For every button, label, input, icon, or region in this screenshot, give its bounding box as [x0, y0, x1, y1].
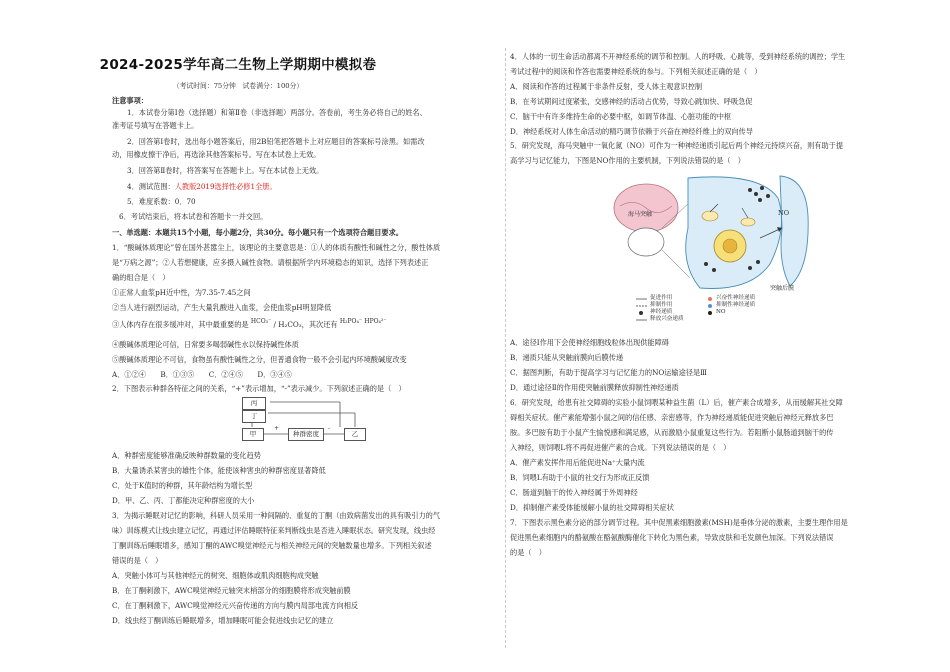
- notes-heading: 注意事项：: [112, 96, 148, 105]
- note-line: 1．本试卷分第Ⅰ卷（选择题）和第Ⅱ卷（非选择题）两部分。答卷前，考生务必将自己的姓名、: [127, 108, 427, 117]
- q5-line: 高学习与记忆能力，下图是NO作用的主要机制，下列说法错误的是（ ）: [510, 156, 745, 165]
- legend-item: 兴奋性神经递质: [716, 295, 756, 301]
- q7-line: 的是（ ）: [510, 548, 546, 557]
- note-line: 动，用橡皮擦干净后，再选涂其他答案标号。写在本试卷上无效。: [112, 150, 321, 159]
- q4-line: 考试过程中的阅读和作答也需要神经系统的参与。下列相关叙述正确的是（ ）: [510, 67, 762, 76]
- note-line: 2．回答第Ⅰ卷时，选出每小题答案后，用2B铅笔把答题卡上对应题目的答案标号涂黑。如需改: [127, 137, 425, 146]
- q6-line: 碍相关症状。催产素能增强小鼠之间的信任感、亲密感等，作为神经递质能促进突触后神经元释放多巴: [510, 413, 834, 422]
- figure-legend: [636, 295, 776, 331]
- label-hippocampus: 海马突触: [628, 211, 653, 218]
- note-line: 3．回答第Ⅱ卷时，将答案写在答题卡上。写在本试卷上无效。: [127, 166, 324, 175]
- q6-option: A．催产素发挥作用后能促进Na⁺大量内流: [510, 458, 645, 467]
- formula-h2co3: / H₂CO₃，其次还有: [273, 320, 338, 329]
- box-ding: 丁: [242, 410, 266, 423]
- legend-item: 抑制作用: [650, 302, 673, 308]
- q1-line: ①正常人血浆pH近中性，为7.35-7.45之间: [112, 288, 251, 297]
- q7-line: 7．下图表示黑色素分泌的部分调节过程。其中促黑素细胞激素(MSH)是垂体分泌的激素，主要生理作用是: [510, 518, 848, 527]
- box-yi: 乙: [344, 428, 366, 441]
- q1-line: ②当人进行剧烈运动，产生大量乳酸进入血浆，会使血浆pH明显降低: [112, 303, 332, 312]
- q1-line: ⑤酸碱体质理论不可信，食物虽有酸性碱性之分，但普通食物一般不会引起内环境酸碱度改变: [112, 355, 407, 364]
- formula-hpo4: HPO₄²⁻: [364, 318, 387, 325]
- q1-line: 1．“酸碱体质理论”曾在国外甚嚣尘上，该理论的主要意思是：①人的体质有酸性和碱性之分，酸性体质: [112, 243, 441, 252]
- column-divider: [505, 48, 506, 648]
- q4-option: D．神经系统对人体生命活动的精巧调节依赖于兴奋在神经纤维上的双向传导: [510, 127, 753, 136]
- q5-line: 5．研究发现，海马突触中一氧化氮（NO）可作为一种神经递质引起后两个神经元持续兴奋，则有助于提: [510, 141, 844, 150]
- q2-option: A．种群密度能够准确反映种群数量的变化趋势: [112, 451, 261, 460]
- q1-line: 是“万病之源”；②人若想健康，应多摄入碱性食物。请根据所学内环境稳态的知识，选择下列表述正: [112, 258, 429, 267]
- legend-item: NO: [716, 309, 726, 315]
- q5-option: A．途径Ⅰ作用下会使神经细胞线粒体出现供能障碍: [510, 338, 669, 347]
- formula-h2po4: H₂PO₄⁻: [339, 318, 363, 325]
- legend-symbols: [636, 295, 776, 325]
- q2-option: D．甲、乙、丙、丁都能决定种群密度的大小: [112, 496, 255, 505]
- plus-sign: +: [274, 425, 280, 432]
- note-line: 5．难度系数：0．70: [127, 197, 196, 206]
- note-line-scope: [127, 182, 277, 192]
- q2-option: C．处于K值时的种群，其年龄结构为增长型: [112, 481, 253, 490]
- q1-line-text: ③人体内存在很多缓冲对，其中最重要的是: [112, 320, 249, 329]
- q4-option: C．脑干中有许多维持生命的必要中枢，如调节体温、心脏功能的中枢: [510, 112, 732, 121]
- q3-line: 味）训练模式让线虫建立记忆，再通过评估睡眠特征来判断线虫是否进入睡眠状态。研究发现，线虫经: [112, 526, 436, 535]
- minus-sign: -: [328, 425, 331, 432]
- note-scope-red: 人教版2019选择性必修1全册。: [174, 182, 277, 191]
- exam-title: 2024-2025学年高二生物上学期期中模拟卷: [99, 57, 377, 73]
- q2-option: B．大量诱杀某害虫的雄性个体，能使该种害虫的种群密度显著降低: [112, 466, 326, 475]
- q6-option: C．肠道到脑干的传入神经属于外周神经: [510, 488, 638, 497]
- q2-line: 2．下图表示种群各特征之间的关系，“+”表示增加，“-”表示减少。下列叙述正确的是（ ）: [112, 384, 406, 393]
- note-scope-prefix: 4．测试范围：: [127, 182, 175, 191]
- note-line: 准考证号填写在答题卡上。: [112, 121, 199, 130]
- box-density: 种群密度: [288, 428, 324, 441]
- q3-line: 错误的是（ ）: [112, 556, 163, 565]
- q3-line: 3．为揭示睡眠对记忆的影响，科研人员采用一种间隔的、重复的丁酮（由致病菌发出的具有吸引力的气: [112, 511, 441, 520]
- q3-option: D．线虫经丁酮训练后睡眠增多，增加睡眠可能会促进线虫记忆的建立: [112, 616, 334, 625]
- label-postsynaptic: 突触后膜: [770, 285, 795, 292]
- q3-line: 丁酮训练后睡眠增多，感知丁酮的AWC嗅觉神经元与相关神经元间的突触数量也增多。下列相关叙述: [112, 541, 432, 550]
- q6-line: 6．研究发现，给患有社交障碍的实验小鼠饲喂某种益生菌（L）后，催产素合成增多，从而缓解其社交障: [510, 398, 843, 407]
- q6-option: D．抑制催产素受体能缓解小鼠的社交障碍相关症状: [510, 503, 674, 512]
- q5-option: D．通过途径Ⅱ的作用使突触前膜释放抑制性神经递质: [510, 383, 679, 392]
- q1-line: [112, 320, 387, 331]
- legend-item: 释放兴奋递质: [650, 316, 684, 322]
- section-heading: 一、单选题：本题共15个小题，每小题2分，共30分。每小题只有一个选项符合题目要求。: [112, 228, 403, 237]
- box-jia: 甲: [242, 428, 264, 441]
- label-no: NO: [778, 209, 790, 217]
- q7-line: 促进黑色素细胞内的酪氨酸在酪氨酸酶催化下转化为黑色素，导致皮肤和毛发颜色加深。下列说法错误: [510, 533, 834, 542]
- q6-line: 入神经，则饲喂L将不再促进催产素的合成。下列说法错误的是（ ）: [510, 443, 731, 452]
- q5-option: B．递质只能从突触前膜向后膜传递: [510, 353, 624, 362]
- legend-item: 促进作用: [650, 295, 673, 301]
- box-bing: 丙: [242, 397, 266, 410]
- q4-option: A．阅读和作答的过程属于非条件反射，受人体主观意识控制: [510, 82, 703, 91]
- q1-options: A．①②④ B．①③⑤ C．②④⑤ D．③④⑤: [112, 370, 292, 379]
- q5-option: C．据图判断，有助于提高学习与记忆能力的NO运输途径是Ⅲ: [510, 368, 708, 377]
- q4-option: B．在考试期间过度紧张，交感神经的活动占优势，导致心跳加快、呼吸急促: [510, 97, 753, 106]
- q3-option: C．在丁酮刺激下，AWC嗅觉神经元兴奋传递的方向与膜内局部电流方向相反: [112, 601, 359, 610]
- q1-line: 确的组合是（ ）: [112, 273, 170, 282]
- q6-option: B．饲喂L有助于小鼠的社交行为形成正反馈: [510, 473, 650, 482]
- q3-option: A．突触小体可与其他神经元的树突、细胞体或肌肉细胞构成突触: [112, 571, 319, 580]
- no-mechanism-figure: [610, 168, 812, 308]
- legend-item: 抑制性神经递质: [716, 302, 756, 308]
- q1-line: ④酸碱体质理论可信，日常要多喝弱碱性水以保持碱性体质: [112, 340, 299, 349]
- exam-subtitle: （考试时间：75分钟 试卷满分：100分）: [172, 82, 304, 90]
- q4-line: 4．人体的一切生命活动都离不开神经系统的调节和控制。人的呼吸、心跳等，受到神经系统的调控；学生: [510, 52, 846, 61]
- note-line: 6．考试结束后，将本试卷和答题卡一并交回。: [119, 212, 268, 221]
- q3-option: B．在丁酮刺激下，AWC嗅觉神经元轴突末梢部分的细胞膜将形成突触前膜: [112, 586, 351, 595]
- population-diagram: [240, 397, 370, 443]
- legend-item: 神经递质: [650, 309, 673, 315]
- q6-line: 胺。多巴胺有助于小鼠产生愉悦感和满足感，从而激励小鼠重复这些行为。若阻断小鼠肠道到脑干的传: [510, 428, 834, 437]
- formula-hco3: HCO₃⁻: [250, 318, 272, 325]
